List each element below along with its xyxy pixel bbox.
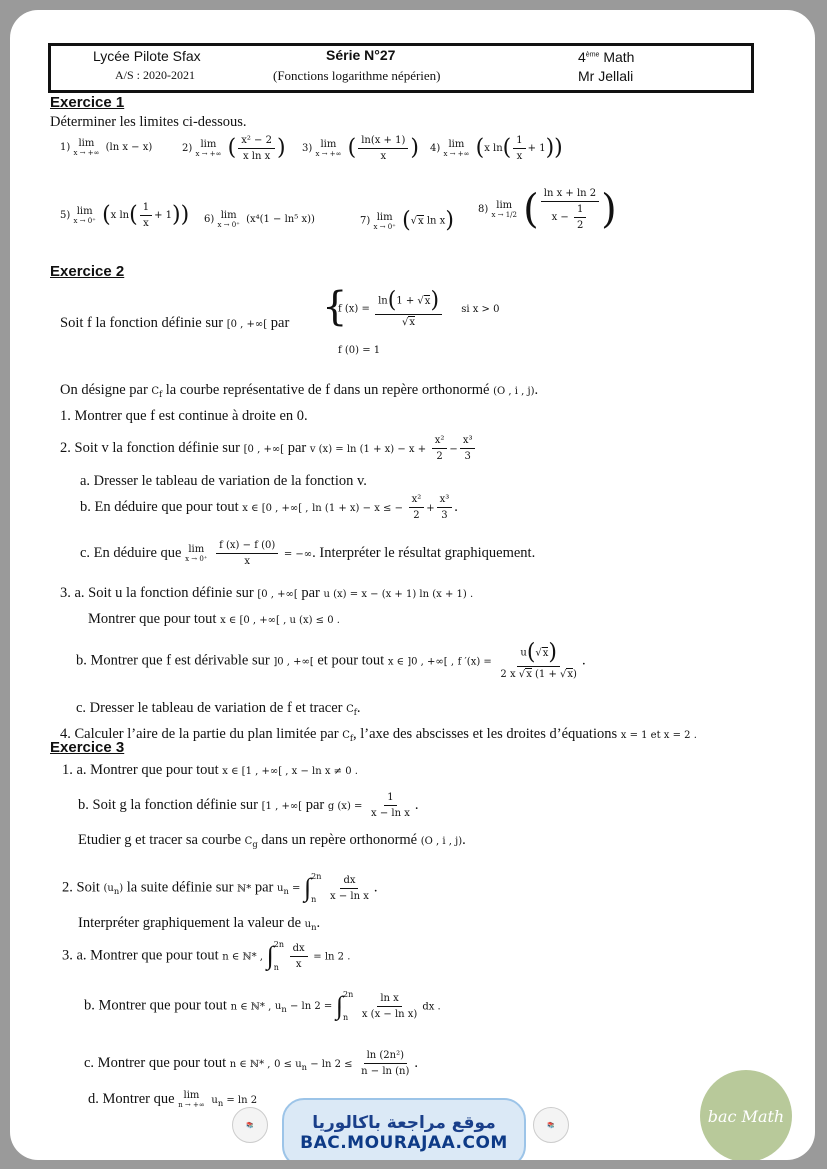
ex3-q1a: 1. a. Montrer que pour tout x ∈ [1 , +∞[ , x − ln x ≠ 0 .: [62, 762, 358, 778]
ex2-q3b: b. Montrer que f est dérivable sur ]0 , +∞[ et pour tout x ∈ ]0 , +∞[ , f ′(x) = $\frac{u(√x)}{2 x √x (1 + √x)}$ .: [76, 640, 586, 680]
ex2-q3a: 3. a. Soit u la fonction définie sur [0 , +∞[ par u (x) = x − (x + 1) ln (x + 1) .: [60, 585, 474, 601]
limit-2: 2) lim x → +∞ ( $\frac{\text{x² − 2}}{\text{x ln x}}$ ): [182, 135, 286, 162]
exercise-3-title: Exercice 3: [50, 739, 125, 756]
school-name: Lycée Pilote Sfax: [93, 48, 201, 64]
ex3-q3d: d. Montrer que lim n → +∞ $u_n = \ln 2$: [88, 1090, 258, 1109]
limit-8: 8) lim x → 1/2 ( ln x + ln 2 x − $\frac{1}{2}$ ): [478, 186, 617, 233]
ex2-q4: 4. Calculer l’aire de la partie du plan limitée par $C_f$, l’axe des abscisses et les droites d’équations x = 1 et x = 2 .: [60, 726, 697, 743]
ex3-q3a: 3. a. Montrer que pour tout n ∈ ℕ* , ∫ 2n n $\frac{dx}{x}$ = ln 2 .: [62, 940, 351, 972]
ex2-q2b: b. En déduire que pour tout x ∈ [0 , +∞[ , ln (1 + x) − x ≤ − $\frac{\text{x²}}{2}$ + $\frac{\text{x³}}{3}$ .: [80, 494, 458, 521]
ex2-q2: 2. Soit v la fonction définie sur [0 , +∞[ par v (x) = ln (1 + x) − x + $\frac{\text{x²}}{2}$ − $\frac{\text{x³}}{3}$: [60, 435, 477, 462]
ex2-q1: 1. Montrer que f est continue à droite en 0.: [60, 408, 308, 424]
teacher-name: Mr Jellali: [578, 68, 634, 84]
piecewise-brace: {: [322, 284, 348, 330]
right-book-logo-icon: 📚: [533, 1107, 569, 1143]
site-badge[interactable]: [282, 1098, 526, 1160]
bacmath-logo: bac Math: [700, 1070, 792, 1160]
ex3-q1b-study: Etudier g et tracer sa courbe $C_g$ dans un repère orthonormé (O , i , j).: [78, 832, 466, 849]
ex3-q3c: c. Montrer que pour tout n ∈ ℕ* , $0 \le u_n - \ln 2$ ≤ $\frac{\text{ln (2n²)}}{n - \ln (n)}$ .: [84, 1050, 419, 1077]
worksheet-page: [10, 10, 815, 1160]
limit-5: 5) lim x → 0⁺ (x ln( $\frac{1}{x}$ + 1)): [60, 202, 190, 229]
class-level: 4ème Math: [578, 49, 635, 65]
ex2-f0: f (0) = 1: [338, 345, 381, 356]
ex2-q3c: c. Dresser le tableau de variation de f et tracer $C_f$.: [76, 700, 361, 717]
exercise-2-title: Exercice 2: [50, 263, 125, 280]
ex2-f-definition: f (x) = $\frac{\ln(1 + √x)}{√x}$ si x > 0: [338, 288, 500, 328]
limit-1: 1) lim x → +∞ (ln x − x): [60, 138, 153, 157]
ex2-q2c: c. En déduire que lim x → 0⁺ $\frac{f (x) - f (0)}{x}$ = −∞. Interpréter le résultat graphiquement.: [80, 540, 536, 567]
series-title: Série N°27: [326, 47, 396, 63]
left-book-logo-icon: 📚: [232, 1107, 268, 1143]
ex2-curve-definition: On désigne par $C_f$ la courbe représentative de f dans un repère orthonormé (O , i , j).: [60, 382, 539, 399]
limit-7: 7) lim x → 0⁺ (√x ln x): [360, 208, 454, 233]
limit-3: 3) lim x → +∞ ( $\frac{\ln(x + 1)}{x}$ ): [302, 135, 419, 162]
ex2-q3a-show: Montrer que pour tout x ∈ [0 , +∞[ , u (x) ≤ 0 .: [88, 611, 340, 627]
ex3-q1b: b. Soit g la fonction définie sur [1 , +∞[ par g (x) = $\frac{1}{\text{x − ln x}}$ .: [78, 792, 419, 819]
ex3-q3b: b. Montrer que pour tout n ∈ ℕ* , $u_n - \ln 2$ = ∫ 2n n $\frac{\text{ln x}}{\text{x (x − ln x)}}$ dx .: [84, 990, 441, 1022]
exercise-1-title: Exercice 1: [50, 94, 125, 111]
ex2-q2a: a. Dresser le tableau de variation de la fonction v.: [80, 473, 367, 489]
header-box: [48, 43, 754, 93]
site-arabic-name: موقع مراجعة باكالوريا: [312, 1113, 496, 1133]
ex2-definition-intro: Soit f la fonction définie sur [0 , +∞[ par: [60, 315, 290, 331]
exercise-1-intro: Déterminer les limites ci-dessous.: [50, 114, 247, 130]
ex3-q2-interpret: Interpréter graphiquement la valeur de $u_n$.: [78, 915, 321, 932]
ex3-q2: 2. Soit $(u_n)$ la suite définie sur ℕ* par $u_n$ = ∫ 2n n $\frac{dx}{\text{x − ln x}}$ .: [62, 872, 378, 904]
limit-6: 6) lim x → 0⁺ (x⁴(1 − ln⁵ x)): [204, 210, 315, 229]
series-subject: (Fonctions logarithme népérien): [273, 68, 441, 83]
school-year: A/S : 2020-2021: [115, 68, 196, 82]
site-url[interactable]: BAC.MOURAJAA.COM: [300, 1133, 508, 1153]
limit-4: 4) lim x → +∞ (x ln( $\frac{1}{x}$ + 1)): [430, 135, 563, 162]
